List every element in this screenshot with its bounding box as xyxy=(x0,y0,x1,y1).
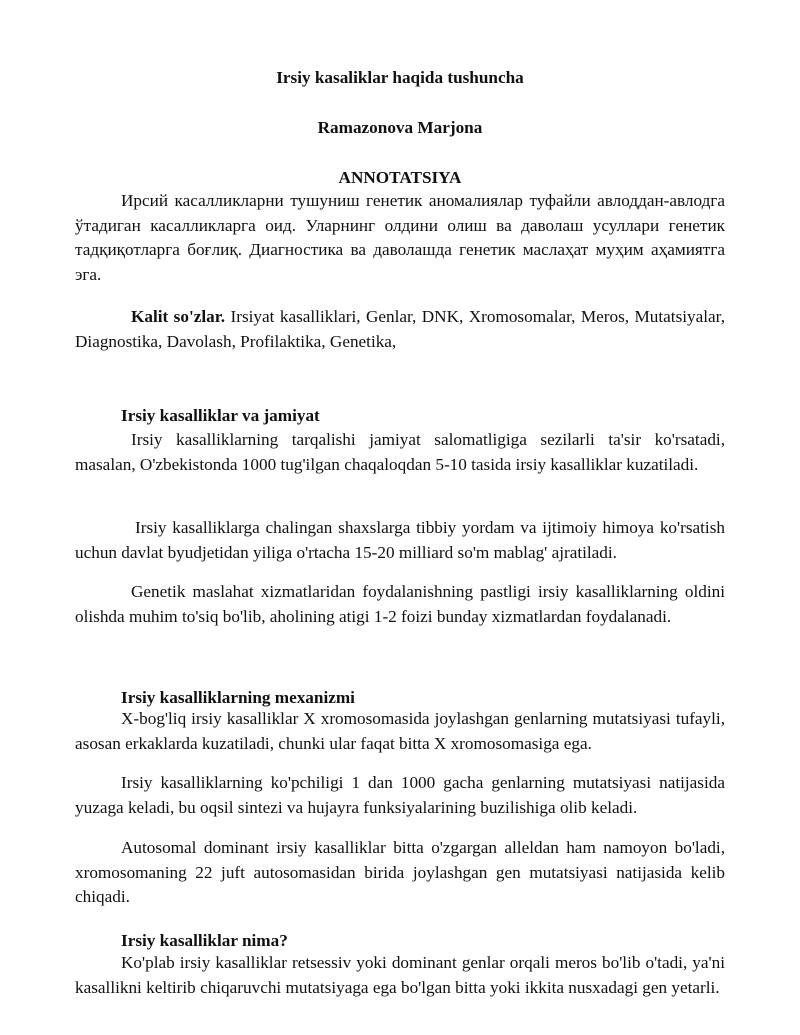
keywords-paragraph xyxy=(75,305,725,354)
section-society-paragraph-3: Genetik maslahat xizmatlaridan foydalanishning pastligi irsiy kasalliklarning oldini olishda muhim to'siq bo'lib, aholining atigi 1-2 foizi bunday xizmatlardan foydalanadi. xyxy=(75,582,725,626)
keywords-text: Irsiyat kasalliklari, Genlar, DNK, Xromosomalar, Meros, Mutatsiyalar, Diagnostika, Davolash, Profilaktika, Genetika, xyxy=(75,307,725,351)
section-heading-society: Irsiy kasalliklar va jamiyat xyxy=(121,406,320,425)
section-what-paragraph-1: Ko'plab irsiy kasalliklar retsessiv yoki dominant genlar orqali meros bo'lib o'tadi, ya'ni kasallikni keltirib chiqaruvchi mutatsiyaga ega bo'lgan bitta yoki ikkita nusxadagi gen yetarli. xyxy=(75,953,725,997)
section-society-paragraph-2: Irsiy kasalliklarga chalingan shaxslarga tibbiy yordam va ijtimoiy himoya ko'rsatish uchun davlat byudjetidan yiliga o'rtacha 15-20 milliard so'm mablag' ajratiladi. xyxy=(75,518,725,562)
section-heading-what: Irsiy kasalliklar nima? xyxy=(121,931,288,950)
document-author: Ramazonova Marjona xyxy=(317,118,483,137)
annotation-text: Ирсий касалликларни тушуниш генетик аномалиялар туфайли авлоддан-авлодга ўтадиган касалликларга оид. Уларнинг олдини олиш ва даволаш усуллари генетик тадқиқотларга боғлиқ. Диагностика ва даволашда генетик маслаҳат муҳим аҳамиятга эга. xyxy=(75,191,725,284)
document-title: Irsiy kasaliklar haqida tushuncha xyxy=(276,68,524,87)
section-society-paragraph-1: Irsiy kasalliklarning tarqalishi jamiyat salomatligiga sezilarli ta'sir ko'rsatadi, masalan, O'zbekistonda 1000 tug'ilgan chaqaloqdan 5-10 tasida irsiy kasalliklar kuzatiladi. xyxy=(75,430,725,474)
annotation-heading: ANNOTATSIYA xyxy=(338,168,462,187)
section-mechanism-paragraph-1: X-bog'liq irsiy kasalliklar X xromosomasida joylashgan genlarning mutatsiyasi tufayli, asosan erkaklarda kuzatiladi, chunki ular faqat bitta X xromosomasiga ega. xyxy=(75,709,725,753)
section-mechanism-paragraph-3: Autosomal dominant irsiy kasalliklar bitta o'zgargan alleldan ham namoyon bo'ladi, xromosomaning 22 juft autosomasidan birida joylashgan gen mutatsiyasi natijasida kelib chiqadi. xyxy=(75,838,725,906)
keywords-label: Kalit so'zlar. xyxy=(131,307,226,326)
section-heading-mechanism: Irsiy kasalliklarning mexanizmi xyxy=(121,688,355,707)
section-mechanism-paragraph-2: Irsiy kasalliklarning ko'pchiligi 1 dan 1000 gacha genlarning mutatsiyasi natijasida yuzaga keladi, bu oqsil sintezi va hujayra funksiyalarining buzilishiga olib keladi. xyxy=(75,773,725,817)
